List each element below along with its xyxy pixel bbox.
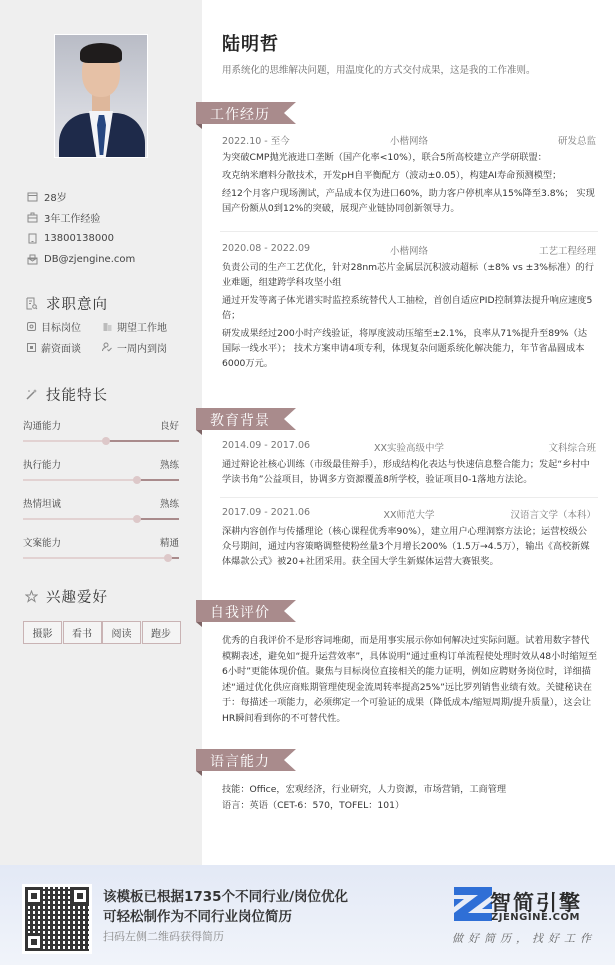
work-role: 研发总监 bbox=[558, 136, 597, 147]
work-entry bbox=[222, 243, 596, 371]
education-entry bbox=[222, 507, 596, 569]
hobby-tag: 看书 bbox=[63, 621, 102, 644]
skills-line: 技能：Office，宏观经济，行业研究，人力资源，市场营销，工商管理 bbox=[222, 784, 507, 795]
hobby-tags bbox=[23, 621, 180, 644]
education-period: 2014.09 - 2017.06 bbox=[222, 440, 311, 451]
work-period: 2020.08 - 2022.09 bbox=[222, 243, 311, 254]
work-period: 2022.10 - 至今 bbox=[222, 136, 290, 147]
hobby-tag: 阅读 bbox=[102, 621, 141, 644]
document-search-icon bbox=[24, 297, 38, 311]
promo-headline: 该模板已根据1735个不同行业/岗位优化 bbox=[103, 889, 349, 905]
wallet-icon bbox=[26, 342, 36, 352]
brand-logo[interactable] bbox=[454, 887, 492, 921]
work-entry-header bbox=[222, 243, 596, 257]
language-line: 语言：英语（CET-6：570，TOFEL：101） bbox=[222, 799, 405, 811]
work-bullet: 经12个月客户现场测试，产品成本仅为进口60%，助力客户停机率从15%降至3.8%； 实现国产份额从0到12%的突破，展现产业链协同创新领导力。 bbox=[222, 188, 595, 214]
work-bullet: 为突破CMP抛光液进口垄断（国产化率<10%），联合5所高校建立产学研联盟： bbox=[222, 152, 547, 163]
calendar-icon bbox=[26, 191, 38, 203]
skill-level-bar bbox=[23, 479, 179, 481]
work-entry-header bbox=[222, 133, 596, 147]
intent-heading: 求职意向 bbox=[24, 293, 108, 314]
info-phone: 13800138000 bbox=[26, 228, 135, 249]
intent-salary: 薪资面谈 bbox=[26, 339, 102, 355]
education-entry-header bbox=[222, 440, 596, 454]
self-evaluation-text: 优秀的自我评价不是形容词堆砌，而是用事实展示你如何解决过实际问题。试着用数字替代模糊表述，避免如“提升运营效率”，具体说明“通过重构订单流程使处理时效从48小时缩短至6小时”更能体现价值。聚焦与目标岗位直接相关的能力证明，例如应聘财务岗位时，详细描述“通过优化供应商账期管理使现金流周转率提高25%”远比罗列销售业绩有效。关键秘诀在于：每描述一项能力，必须绑定一个可验证的成果（降低成本/缩短周期/提升质量），这会让HR瞬间看到你的不可替代性。 bbox=[222, 635, 598, 724]
profile-photo bbox=[54, 34, 148, 158]
skills-heading: 技能特长 bbox=[24, 384, 108, 405]
divider bbox=[220, 497, 598, 498]
promo-footer bbox=[0, 865, 615, 965]
work-role: 工艺工程经理 bbox=[539, 246, 597, 257]
work-entry bbox=[222, 133, 596, 216]
education-entry bbox=[222, 440, 596, 487]
star-icon bbox=[24, 590, 38, 604]
section-heading-work: 工作经历 bbox=[196, 102, 296, 124]
contact-info bbox=[26, 186, 135, 270]
brand-slogan: 做好简历，找好工作 bbox=[452, 932, 596, 945]
education-desc: 深耕内容创作与传播理论（核心课程优秀率90%），建立用户心理洞察方法论；运营校级公众号期间，通过内容策略调整使粉丝量3个月增长200%（1.5万→4.5万），输出《高校新媒体爆款公式》被20+社团采用。获全国大学生新媒体运营大赛银奖。 bbox=[222, 526, 590, 567]
intent-availability: 一周内到岗 bbox=[102, 339, 192, 355]
skill-level-bar bbox=[23, 518, 179, 520]
intent-location: 期望工作地 bbox=[102, 318, 192, 334]
info-age: 28岁 bbox=[26, 186, 135, 207]
skill-communication: 沟通能力 良好 bbox=[23, 418, 179, 442]
briefcase-icon bbox=[26, 212, 38, 224]
work-bullet: 研发成果经过200小时产线验证，将厚度波动压缩至±2.1%，良率从71%提升至89%（达国际一线水平）； 技术方案申请4项专利，体现复杂问题系统化解决能力，年节省晶圆成本6000万元。 bbox=[222, 328, 588, 369]
magic-wand-icon bbox=[24, 388, 38, 402]
person-icon bbox=[102, 342, 112, 352]
main-content bbox=[202, 0, 615, 865]
info-experience: 3年工作经验 bbox=[26, 207, 135, 228]
skill-level-bar bbox=[23, 557, 179, 559]
hobby-tag: 跑步 bbox=[142, 621, 181, 644]
building-icon bbox=[102, 321, 112, 331]
promo-subheadline: 可轻松制作为不同行业岗位简历 bbox=[103, 909, 292, 925]
intent-target-position: 目标岗位 bbox=[26, 318, 102, 334]
education-major: 汉语言文学（本科） bbox=[510, 510, 597, 521]
work-bullet: 通过开发等离子体光谱实时监控系统替代人工抽检，首创自适应PID控制算法提升响应速度5倍； bbox=[222, 295, 593, 321]
work-bullet: 攻克纳米磨料分散技术，开发pH自平衡配方（波动±0.05），构建AI寿命预测模型； bbox=[222, 170, 562, 181]
education-school: XX师范大学 bbox=[383, 510, 435, 521]
skill-copywriting: 文案能力 精通 bbox=[23, 535, 179, 559]
education-entry-header bbox=[222, 507, 596, 521]
hobbies-heading: 兴趣爱好 bbox=[24, 586, 108, 607]
phone-icon bbox=[26, 233, 38, 245]
language-block bbox=[222, 782, 598, 813]
job-intent bbox=[26, 318, 196, 355]
brand-name: 智简引擎 bbox=[490, 891, 582, 915]
zj-logo-icon bbox=[454, 887, 492, 921]
section-heading-education: 教育背景 bbox=[196, 408, 296, 430]
hobby-tag: 摄影 bbox=[23, 621, 62, 644]
section-heading-self-eval: 自我评价 bbox=[196, 600, 296, 622]
brand-domain: ZJENGINE.COM bbox=[491, 912, 580, 923]
education-desc: 通过辩论社核心训练（市级最佳辩手），形成结构化表达与快速信息整合能力；发起“乡村中学读书角”公益项目，协调多方资源覆盖8所学校，验证项目0-1落地方法论。 bbox=[222, 459, 590, 485]
sidebar bbox=[0, 0, 202, 865]
info-email: DB@zjengine.com bbox=[26, 249, 135, 270]
work-company: 小楷网络 bbox=[390, 136, 429, 147]
work-bullet: 负责公司的生产工艺优化，针对28nm芯片金属层沉积波动超标（±8% vs ±3%标准）的行业难题，组建跨学科攻坚小组 bbox=[222, 262, 594, 288]
badge-icon bbox=[26, 321, 36, 331]
skill-level-bar bbox=[23, 440, 179, 442]
section-heading-language: 语言能力 bbox=[196, 749, 296, 771]
work-company: 小楷网络 bbox=[390, 246, 429, 257]
qr-code[interactable] bbox=[22, 884, 92, 954]
education-period: 2017.09 - 2021.06 bbox=[222, 507, 311, 518]
divider bbox=[220, 231, 598, 232]
candidate-name: 陆明哲 bbox=[222, 34, 279, 55]
education-school: XX实验高级中学 bbox=[373, 443, 445, 454]
education-major: 文科综合班 bbox=[548, 443, 597, 454]
motto: 用系统化的思维解决问题，用温度化的方式交付成果，这是我的工作准则。 bbox=[222, 65, 536, 76]
skill-execution: 执行能力 熟练 bbox=[23, 457, 179, 481]
promo-hint: 扫码左侧二维码获得简历 bbox=[103, 930, 224, 943]
skill-enthusiasm: 热情坦诚 熟练 bbox=[23, 496, 179, 520]
mail-icon bbox=[26, 254, 38, 266]
